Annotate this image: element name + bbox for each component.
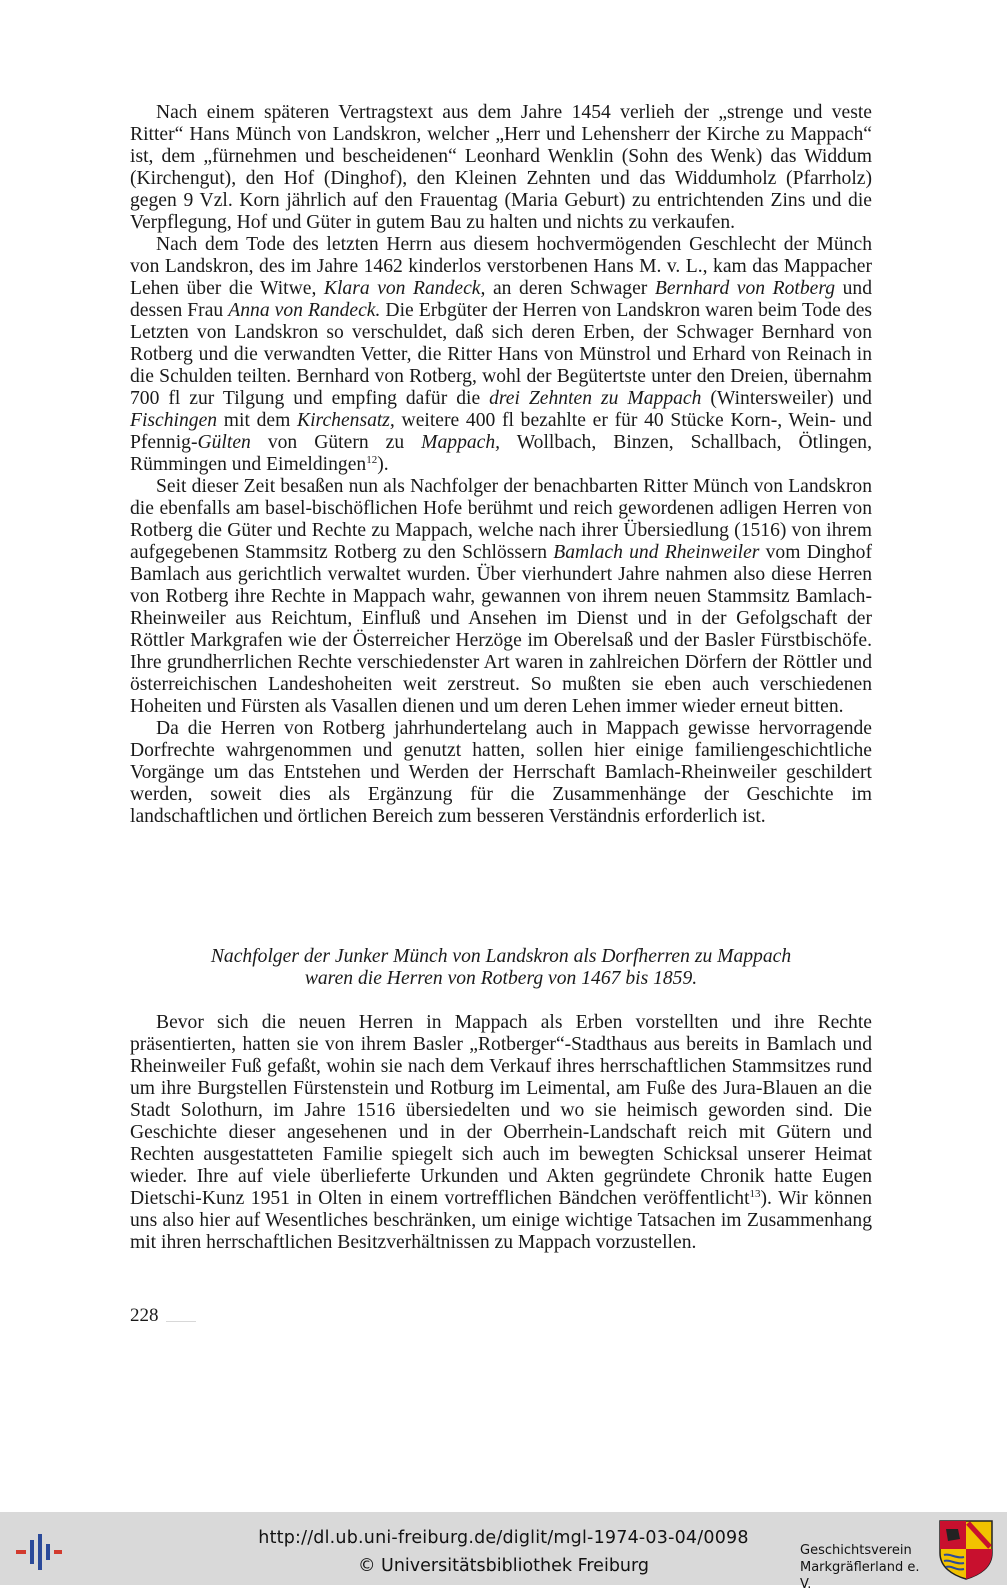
text-run: Wollbach, Binzen, Schallbach, Ötlingen, Rümmingen und Eimeldingen xyxy=(130,432,872,475)
footnote-ref: 12 xyxy=(366,454,378,466)
body-text-section-1 xyxy=(130,102,872,828)
footnote-ref: 13 xyxy=(749,1188,761,1200)
italic-text: Mappach, xyxy=(421,432,501,453)
section-heading-line-2: waren die Herren von Rotberg von 1467 bis 1859. xyxy=(304,968,698,989)
footer-copyright: © Universitätsbibliothek Freiburg xyxy=(357,1556,650,1576)
italic-text: Bamlach und Rheinweiler xyxy=(553,542,760,563)
page-number: 228 xyxy=(130,1305,159,1326)
section-heading xyxy=(130,946,872,990)
italic-text: Gülten xyxy=(197,432,251,453)
page-number-rule xyxy=(166,1321,196,1322)
text-run: und dessen Frau xyxy=(130,278,872,321)
italic-text: Klara von Randeck, xyxy=(323,278,486,299)
text-run: von Gütern zu xyxy=(250,432,422,453)
text-run: weitere 400 fl bezahlte er für 40 Stücke Korn-, Wein- und Pfennig- xyxy=(130,410,872,453)
paragraph xyxy=(130,1012,872,1254)
text-run: vom Dinghof Bamlach aus gerichtlich verwaltet wurden. Über vierhundert Jahre nahmen also diese Herren von Rotberg ihre Rechte in Mappach wahr, gewannen von ihrem neuen Stammsitz Bamlach-Rheinweiler aus Reichtum, Einfluß und Ansehen im Dienst und in der Gefolgschaft der Röttler Markgrafen wie der Österreicher Herzöge im Oberelsaß und der Basler Fürstbischöfe. Ihre grundherrlichen Rechte verschiedenster Art waren in zahlreichen Dörfern der Röttler und österreichischen Landeshoheiten weit zerstreut. So mußten sie eben auch verschiedenen Hoheiten und Fürsten als Vasallen dienen und um deren Lehen immer wieder erneut bitten. xyxy=(130,542,872,717)
paragraph xyxy=(130,234,872,476)
text-run: Die Erbgüter der Herren von Landskron waren beim Tode des Letzten von Landskron so verschuldet, daß sich deren Erben, der Schwager Bernhard von Rotberg und die verwandten Vetter, die Ritter Hans von Münstrol und Erhard von Reinach in die Schulden teilten. Bernhard von Rotberg, wohl der Begütertste unter den Dreien, übernahm 700 fl zur Tilgung und empfing dafür die xyxy=(130,300,873,409)
italic-text: Kirchensatz, xyxy=(297,410,395,431)
italic-text: Bernhard von Rotberg xyxy=(654,278,836,299)
text-run: an deren Schwager xyxy=(485,278,655,299)
text-run: mit dem xyxy=(217,410,298,431)
society-line-1: Geschichtsverein xyxy=(800,1543,912,1558)
text-run: ). Wir können uns also hier auf Wesentliches beschränken, um einige wichtige Tatsachen im Zusammenhang mit ihren herrschaftlichen Besitzverhältnissen zu Mappach vorzustellen. xyxy=(130,1188,872,1253)
italic-text: Anna von Randeck. xyxy=(228,300,381,321)
paragraph xyxy=(130,718,872,828)
paragraph xyxy=(130,476,872,718)
text-run: (Wintersweiler) und xyxy=(701,388,872,409)
coat-of-arms-icon[interactable] xyxy=(938,1519,994,1581)
paragraph xyxy=(130,102,872,234)
text-run: Nach einem späteren Vertragstext aus dem Jahre 1454 verlieh der „strenge und veste Ritter“ Hans Münch von Landskron, welcher „Herr und Lehensherr der Kirche zu Mappach“ ist, dem „fürnehmen und bescheidenen“ Leonhard Wenklin (Sohn des Wenk) das Widdum (Kirchengut), den Hof (Dinghof), den Kleinen Zehnten und das Widdumholz (Pfarrholz) gegen 9 Vzl. Korn jährlich auf den Frauentag (Maria Geburt) zu entrichtenden Zins und die Verpflegung, Hof und Güter in gutem Bau zu halten und nichts zu verkaufen. xyxy=(130,102,872,233)
section-heading-line-1: Nachfolger der Junker Münch von Landskron als Dorfherren zu Mappach xyxy=(210,946,792,967)
text-run: Nach dem Tode des letzten Herrn aus diesem hochvermögenden Geschlecht der Münch von Landskron, des im Jahre 1462 kinderlos verstorbenen Hans M. v. L., kam das Mappacher Lehen über die Witwe, xyxy=(130,234,872,299)
footer-url-link[interactable]: http://dl.ub.uni-freiburg.de/diglit/mgl-1974-03-04/0098 xyxy=(258,1528,749,1548)
text-run: Seit dieser Zeit besaßen nun als Nachfolger der benachbarten Ritter Münch von Landskron die ebenfalls am basel-bischöflichen Hofe berühmt und reich gewordenen adligen Herren von Rotberg die Güter und Rechte zu Mappach, welche nach ihrer Übersiedlung (1516) von ihrem aufgegebenen Stammsitz Rotberg zu den Schlössern xyxy=(130,476,872,563)
society-line-2: Markgräflerland e. V. xyxy=(800,1560,920,1592)
footer-society-name[interactable] xyxy=(800,1542,930,1593)
text-run: ). xyxy=(377,454,389,475)
text-run: Bevor sich die neuen Herren in Mappach als Erben vorstellten und ihre Rechte präsentierten, hatten sie von ihrem Basler „Rotberger“-Stadthaus aus bereits in Bamlach und Rheinweiler Fuß gefaßt, wohin sie nach dem Verkauf ihres herrschaftlichen Stammsitzes rund um ihre Burgstellen Fürstenstein und Rotburg im Leimental, am Fuße des Jura-Blauen an die Stadt Solothurn, im Jahre 1516 übersiedelten und wo sie heimisch geworden sind. Die Geschichte dieser angesehenen und in der Oberrhein-Landschaft reich mit Gütern und Rechten ausgestatteten Familie spiegelt sich auch im bewegten Schicksal unserer Heimat wieder. Ihre auf viele überlieferte Urkunden und Akten gegründete Chronik hatte Eugen Dietschi-Kunz 1951 in Olten in einem vortrefflichen Bändchen veröffentlicht xyxy=(130,1012,872,1209)
text-run: Da die Herren von Rotberg jahrhundertelang auch in Mappach gewisse hervorragende Dorfrechte wahrgenommen und genutzt hatten, sollen hier einige familiengeschichtliche Vorgänge um das Entstehen und Werden der Herrschaft Bamlach-Rheinweiler geschildert werden, soweit dies als Ergänzung für die Zusammenhänge der Geschichte im landschaftlichen und örtlichen Bereich zum besseren Verständnis erforderlich ist. xyxy=(130,718,872,827)
italic-text: drei Zehnten zu Mappach xyxy=(489,388,702,409)
body-text-section-2 xyxy=(130,1012,872,1254)
italic-text: Fischingen xyxy=(130,410,218,431)
viewer-footer xyxy=(0,1512,1007,1592)
